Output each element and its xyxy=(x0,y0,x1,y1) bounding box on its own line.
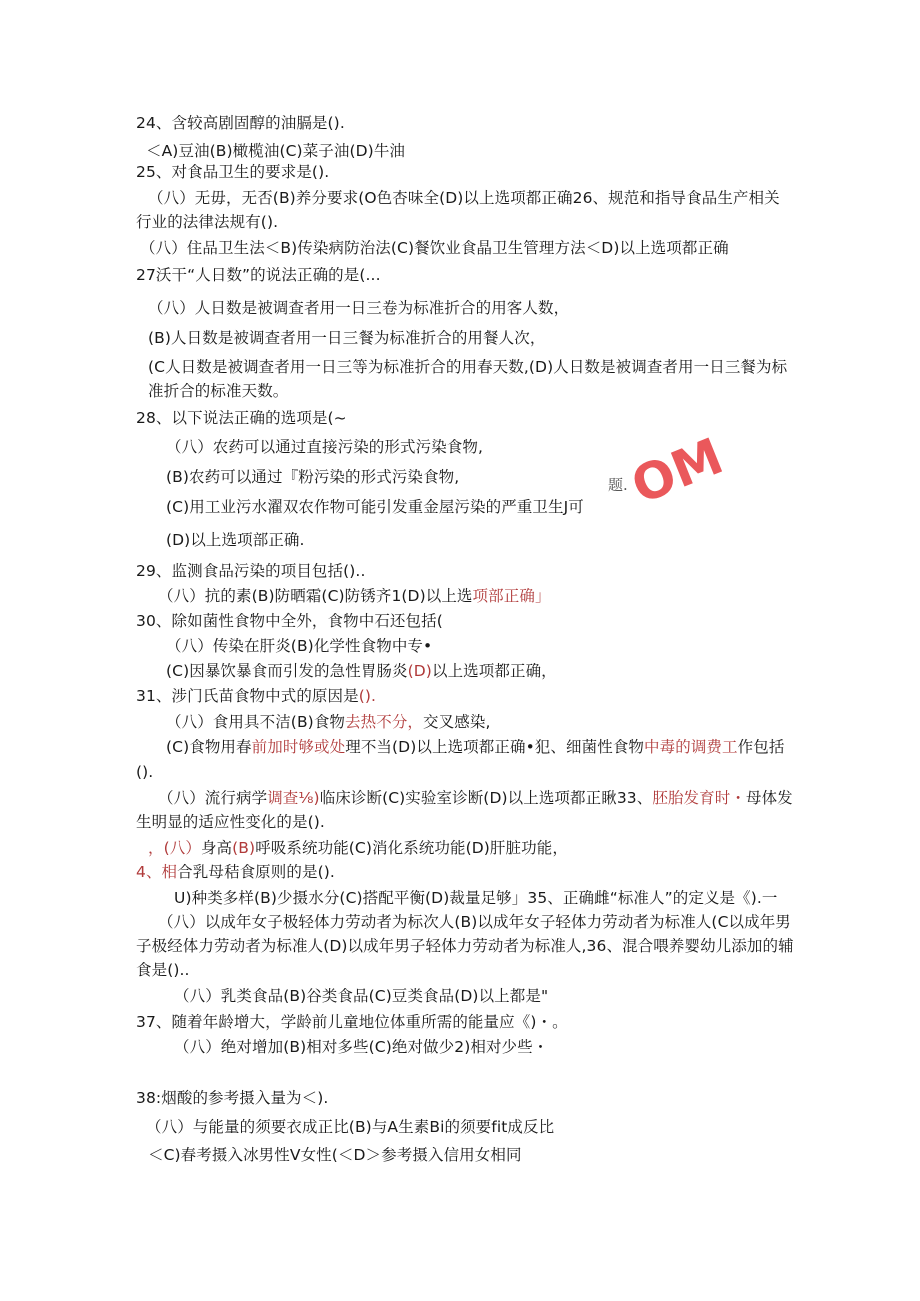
q25-stem: 25、对食品卫生的要求是(). xyxy=(136,163,330,181)
q27-option-b: (B)人日数是被调查者用一日三餐为标准折合的用餐人次， xyxy=(148,329,546,347)
red-stamp-watermark xyxy=(606,408,736,518)
q30-options-cd: (C)因暴饮暴食而引发的急性胃肠炎(D)以上选项都正确， xyxy=(166,662,557,680)
stamp-letters: OM xyxy=(623,426,731,516)
q35-options-2: 子极经体力劳动者为标准人(D)以成年男子轻体力劳动者为标准人,36、混合喂养婴幼儿添加的辅 xyxy=(136,937,794,955)
q31-options-ab: （八）食用具不洁(B)食物去热不分，交叉感染, xyxy=(166,713,491,731)
q32-options: （八）流行病学调查⅛)临床诊断(C)实验室诊断(D)以上选项都正瞅33、胚胎发育时・母体发 xyxy=(158,789,793,807)
q28-option-a: （八）农药可以通过直接污染的形式污染食物, xyxy=(166,438,484,456)
q27-option-a: （八）人日数是被调查者用一日三卷为标准折合的用客人数， xyxy=(148,299,570,317)
q37-stem: 37、随着年龄增大，学龄前儿童地位体重所需的能量应《)・。 xyxy=(136,1013,568,1031)
q24-options: ＜A)豆油(B)橄榄油(C)菜子油(D)牛油 xyxy=(146,142,406,160)
q38-stem: 38:烟酸的参考摄入量为＜). xyxy=(136,1089,329,1107)
q24-stem: 24、含较高剧固醇的油膈是(). xyxy=(136,114,345,132)
q36-stem-cont: 食是().. xyxy=(136,961,190,979)
q25-options: （八）无毋，无否(B)养分要求(O色杏味全(D)以上选项都正确26、规范和指导食品生产相关 xyxy=(148,189,780,207)
q35-options-1: （八）以成年女子极轻体力劳动者为标次人(B)以成年女子轻体力劳动者为标准人(C以成年男 xyxy=(158,913,791,931)
q31-options-cd: (C)食物用春前加时够或处理不当(D)以上选项都正确•犯、细菌性食物中毒的调费工作包括 xyxy=(166,738,785,756)
stamp-prefix: 题. xyxy=(608,476,628,494)
q30-stem: 30、除如菌性食物中全外，食物中石还包括( xyxy=(136,612,443,630)
q32-stem-cont: (). xyxy=(136,763,154,781)
stamp-graphic xyxy=(606,408,736,518)
q29-stem: 29、监测食品污染的项目包括().. xyxy=(136,562,366,580)
q34-stem: 4、相合乳母秸食原则的是(). xyxy=(136,863,335,881)
q36-options: （八）乳类食品(B)谷类食品(C)豆类食品(D)以上都是" xyxy=(174,987,549,1005)
q29-options: （八）抗的素(B)防晒霜(C)防锈齐1(D)以上选项部正确」 xyxy=(158,587,551,605)
q28-option-c: (C)用工业污水濯双农作物可能引发重金屋污染的严重卫生J可 xyxy=(166,498,584,516)
q38-options-cd: ＜C)春考摄入冰男性V女性(＜D＞参考摄入信用女相同 xyxy=(148,1146,522,1164)
q27-option-d-cont: 准折合的标准天数。 xyxy=(148,382,289,400)
q27-stem: 27沃干“人日数”的说法正确的是(... xyxy=(136,266,381,284)
q33-options: ，(八）身高(B)呼吸系统功能(C)消化系统功能(D)肝脏功能， xyxy=(148,839,568,857)
q33-stem-cont: 生明显的适应性变化的是(). xyxy=(136,813,325,831)
q37-options: （八）绝对增加(B)相对多些(C)绝对做少2)相对少些・ xyxy=(174,1038,549,1056)
q34-options: U)种类多样(B)少摄水分(C)搭配平衡(D)裁量足够」35、正确雌“标准人”的定义是《).一 xyxy=(174,889,778,907)
q26-options: （八）住品卫生法＜B)传染病防治法(C)餐饮业食晶卫生管理方法＜D)以上选项都正确 xyxy=(140,239,729,257)
q28-option-d: (D)以上选项部正确. xyxy=(166,531,305,549)
q31-stem: 31、涉门氏苗食物中式的原因是(). xyxy=(136,687,377,705)
q27-option-cd: (C人日数是被调查者用一日三等为标准折合的用春天数,(D)人日数是被调查者用一日三餐为标 xyxy=(148,358,788,376)
q28-stem: 28、以下说法正确的选项是(~ xyxy=(136,409,347,427)
q30-options-ab: （八）传染在肝炎(B)化学性食物中专• xyxy=(166,637,433,655)
q28-option-b: (B)农药可以通过『粉污染的形式污染食物, xyxy=(166,468,460,486)
q26-stem-cont: 行业的法律法规有(). xyxy=(136,213,279,231)
q38-options-ab: （八）与能量的须要衣成正比(B)与A生素Bi的须要fit成反比 xyxy=(146,1118,555,1136)
